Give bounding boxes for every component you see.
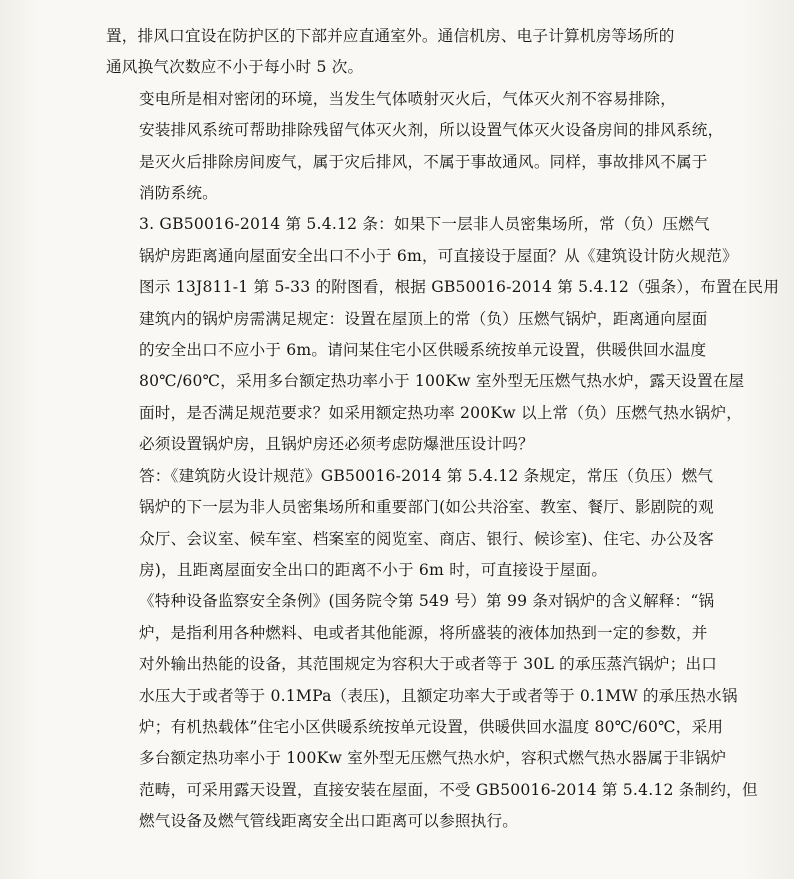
text-line: 建筑内的锅炉房需满足规定：设置在屋顶上的常（负）压燃气锅炉，距离通向屋面 <box>139 309 708 328</box>
paragraph <box>106 586 758 837</box>
text-line: 燃气设备及燃气管线距离安全出口距离可以参照执行。 <box>139 812 519 831</box>
paragraph <box>106 461 714 587</box>
text-line: 多台额定热功率小于 100Kw 室外型无压燃气热水炉，容积式燃气热水器属于非锅炉 <box>139 749 727 768</box>
text-line: 炉；有机热载体”住宅小区供暖系统按单元设置，供暖供回水温度 80℃/60℃，采用 <box>139 717 724 736</box>
text-line: 《特种设备监察安全条例》(国务院令第 549 号）第 99 条对锅炉的含义解释：“锅 <box>139 592 715 611</box>
text-line: 3. GB50016-2014 第 5.4.12 条：如果下一层非人员密集场所，常（负）压燃气 <box>139 215 710 234</box>
text-line: 范畴，可采用露天设置，直接安装在屋面，不受 GB50016-2014 第 5.4.12 条制约，但 <box>139 780 758 799</box>
text-line: 通风换气次数应不小于每小时 5 次。 <box>106 58 364 77</box>
text-line: 房)，且距离屋面安全出口的距离不小于 6m 时，可直接设于屋面。 <box>139 560 608 579</box>
text-line: 对外输出热能的设备，其范围规定为容积大于或者等于 30L 的承压蒸汽锅炉；出口 <box>139 655 718 674</box>
text-line: 水压大于或者等于 0.1MPa（表压)，且额定功率大于或者等于 0.1MW 的承压热水锅 <box>139 686 738 705</box>
text-line: 锅炉的下一层为非人员密集场所和重要部门(如公共浴室、教室、餐厅、影剧院的观 <box>139 498 714 517</box>
text-line: 置，排风口宜设在防护区的下部并应直通室外。通信机房、电子计算机房等场所的 <box>106 27 675 45</box>
text-line: 图示 13J811-1 第 5-33 的附图看，根据 GB50016-2014 第 5.4.12（强条），布置在民用 <box>139 278 780 297</box>
text-line: 必须设置锅炉房，且锅炉房还必须考虑防爆泄压设计吗？ <box>139 435 534 454</box>
text-line: 众厅、会议室、候车室、档案室的阅览室、商店、银行、候诊室)、住宅、办公及客 <box>139 529 714 548</box>
text-line: 变电所是相对密闭的环境，当发生气体喷射灭火后，气体灭火剂不容易排除， <box>139 89 676 108</box>
paragraph <box>106 84 724 210</box>
text-line: 炉，是指利用各种燃料、电或者其他能源，将所盛装的液体加热到一定的参数，并 <box>139 623 708 642</box>
text-line: 答：《建筑防火设计规范》GB50016-2014 第 5.4.12 条规定，常压（负压）燃气 <box>139 466 714 485</box>
paragraph <box>106 21 700 84</box>
text-line: 安装排风系统可帮助排除残留气体灭火剂，所以设置气体灭火设备房间的排风系统， <box>139 121 724 140</box>
text-line: 消防系统。 <box>139 184 218 203</box>
text-line: 是灭火后排除房间废气，属于灾后排风，不属于事故通风。同样，事故排风不属于 <box>139 152 708 171</box>
text-line: 80℃/60℃，采用多台额定热功率小于 100Kw 室外型无压燃气热水炉，露天设置在屋 <box>139 372 745 391</box>
paragraph <box>106 209 780 460</box>
text-line: 面时，是否满足规范要求？如采用额定热功率 200Kw 以上常（负）压燃气热水锅炉， <box>139 403 743 422</box>
text-line: 锅炉房距离通向屋面安全出口不小于 6m，可直接设于屋面？从《建筑设计防火规范》 <box>139 246 738 265</box>
document-body <box>106 21 780 838</box>
text-line: 的安全出口不应小于 6m。请问某住宅小区供暖系统按单元设置，供暖供回水温度 <box>139 341 707 360</box>
